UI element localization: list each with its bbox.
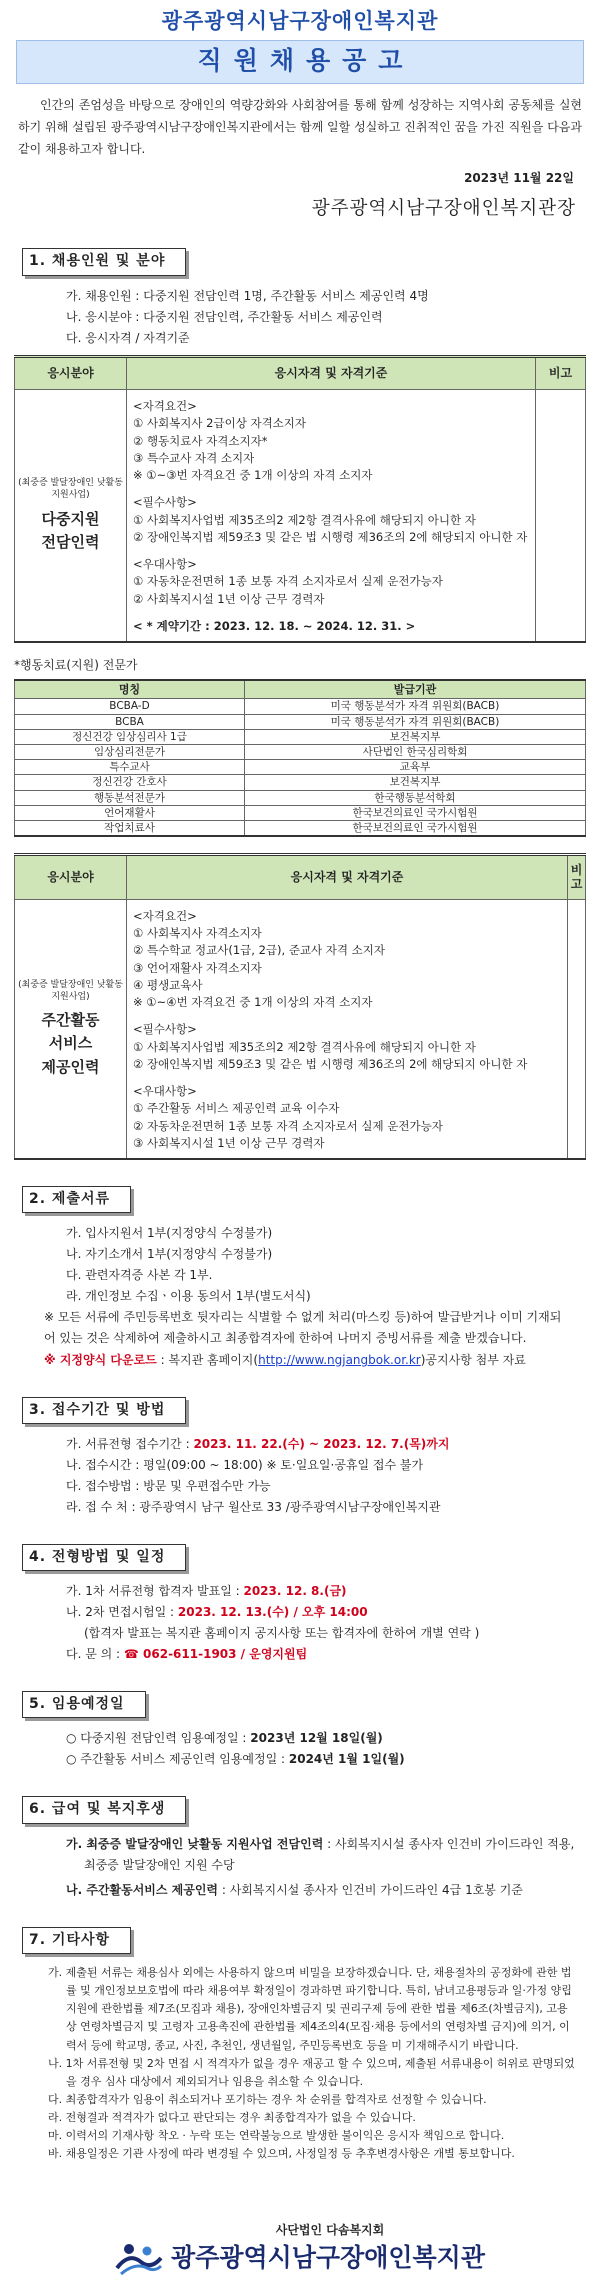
qual-item: ③ 언어재활사 자격소지자	[133, 960, 262, 975]
qual-group-mandatory	[133, 494, 529, 546]
cert-name: 임상심리전문가	[15, 744, 245, 759]
label: 나. 2차 면접시험일 :	[66, 1605, 178, 1620]
label: ○ 다중지원 전담인력 임용예정일 :	[66, 1731, 251, 1746]
s7-list	[14, 1964, 586, 2164]
contact-phone: ☎ 062-611-1903 / 운영지원팀	[123, 1647, 308, 1662]
col-header: 응시자격 및 자격기준	[127, 356, 536, 389]
cert-row	[15, 820, 586, 836]
cert-name: 언어재활사	[15, 805, 245, 820]
qual-item: ① 사회복지사업법 제35조의2 제2항 결격사유에 해당되지 아니한 자	[133, 1039, 476, 1054]
cert-row	[15, 805, 586, 820]
qual-group-heading: <필수사항>	[133, 1022, 197, 1037]
label: 다. 문 의 :	[66, 1647, 124, 1662]
value: : 사회복지시설 종사자 인건비 가이드라인 4급 1호봉 기준	[218, 1882, 523, 1897]
section-3-title: 3. 접수기간 및 방법	[22, 1397, 186, 1424]
cert-issuer: 교육부	[245, 760, 586, 775]
s4-line	[14, 1581, 586, 1602]
section-2-title: 2. 제출서류	[22, 1186, 131, 1213]
section-5	[22, 1691, 586, 1718]
qual-group-heading: <자격요건>	[133, 399, 197, 414]
qual-group-heading: <우대사항>	[133, 1084, 197, 1099]
qualification-table-1	[14, 355, 586, 643]
cert-name: 행동분석전문가	[15, 790, 245, 805]
cert-issuer: 보건복지부	[245, 729, 586, 744]
s5-line	[14, 1749, 586, 1770]
cert-row	[15, 714, 586, 729]
cert-issuer: 보건복지부	[245, 775, 586, 790]
cert-name: BCBA	[15, 714, 245, 729]
qual-item: ③ 사회복지시설 1년 이상 근무 경력자	[133, 1135, 325, 1150]
note-cell	[568, 899, 586, 1159]
footer-row	[0, 2240, 600, 2276]
qual-item: ② 행동치료사 자격소지자*	[133, 433, 268, 448]
s3-line: 나. 접수시간 : 평일(09:00 ~ 18:00) ※ 토·일요일·공휴일 접수 불가	[66, 1457, 424, 1472]
s7-item: 나. 1차 서류전형 및 2차 면접 시 적격자가 없을 경우 재공고 할 수 있으며, 제출된 서류내용이 허위로 판명되었을 경우 심사 대상에서 제외되거나 임용을 취소할 수 있습니다.	[48, 2056, 575, 2088]
field-cell	[15, 390, 127, 643]
section-4-title: 4. 전형방법 및 일정	[22, 1544, 186, 1571]
result-date: 2023. 12. 8.(금)	[243, 1584, 347, 1599]
section-5-title: 5. 임용예정일	[22, 1691, 146, 1718]
cert-row	[15, 699, 586, 714]
qual-cell	[127, 899, 568, 1159]
qual-item: ※ ①~③번 자격요건 중 1개 이상의 자격 소지자	[133, 468, 373, 483]
field-program: (최중증 발달장애인 낮활동 지원사업)	[18, 478, 123, 501]
qual-cell	[127, 390, 536, 643]
qual-item: ④ 평생교육사	[133, 977, 203, 992]
qual-item: ② 장애인복지법 제59조3 및 같은 법 시행령 제36조의 2에 해당되지 아니한 자	[133, 1056, 528, 1071]
cert-col-header: 명칭	[15, 680, 245, 699]
cert-name: BCBA-D	[15, 699, 245, 714]
cert-issuer: 미국 행동분석가 자격 위원회(BACB)	[245, 714, 586, 729]
s2-line: 다. 관련자격증 사본 각 1부.	[66, 1268, 213, 1283]
contract-period: < * 계약기간 : 2023. 12. 18. ~ 2024. 12. 31. >	[133, 618, 416, 633]
footer	[0, 2222, 600, 2276]
qualification-table-2	[14, 853, 586, 1160]
col-header: 비고	[536, 356, 586, 389]
s2-line: 나. 자기소개서 1부(지정양식 수정불가)	[66, 1247, 273, 1262]
s4-line	[14, 1644, 586, 1665]
intro-text: 인간의 존엄성을 바탕으로 장애인의 역량강화와 사회참여를 통해 함께 성장하는 지역사회 공동체를 실현하기 위해 설립된 광주광역시남구장애인복지관에서는 함께 일할 성실하고 진취적인 꿈을 가진 직원을 다음과 같이 채용하고자 합니다.	[18, 97, 582, 157]
s7-item: 라. 전형결과 적격자가 없다고 판단되는 경우 최종합격자가 없을 수 있습니다.	[48, 2111, 416, 2125]
footer-sub: 사단법인 다솜복지회	[275, 2223, 385, 2238]
col-header: 비 고	[568, 855, 586, 900]
footer-org-name: 광주광역시남구장애인복지관	[171, 2242, 485, 2272]
cert-row	[15, 790, 586, 805]
qual-item: ③ 특수교사 자격 소지자	[133, 450, 255, 465]
qual-item: ① 사회복지사업법 제35조의2 제2항 결격사유에 해당되지 아니한 자	[133, 512, 476, 527]
cert-col-header: 발급기관	[245, 680, 586, 699]
cert-issuer: 한국보건의료인 국가시험원	[245, 805, 586, 820]
cert-table	[14, 679, 586, 837]
qual-group-preferred	[133, 556, 529, 608]
qual-item: ① 사회복지사 자격소지자	[133, 926, 262, 941]
col-header: 응시자격 및 자격기준	[127, 855, 568, 900]
qual-item: ① 사회복지사 2급이상 자격소지자	[133, 416, 307, 431]
s4-line: (합격자 발표는 복지관 홈페이지 공지사항 또는 합격자에 한하여 개별 연락 )	[84, 1626, 480, 1641]
start-date: 2024년 1월 1일(월)	[288, 1752, 405, 1767]
section-3	[22, 1397, 586, 1424]
s4-line	[14, 1602, 586, 1623]
s7-item: 마. 이력서의 기재사항 착오 · 누락 또는 연락불능으로 발생한 불이익은 응시자 책임으로 합니다.	[48, 2129, 505, 2143]
cert-row	[15, 760, 586, 775]
s2-line: 가. 입사지원서 1부(지정양식 수정불가)	[66, 1226, 273, 1241]
section-1	[22, 248, 586, 275]
label: ○ 주간활동 서비스 제공인력 임용예정일 :	[66, 1752, 289, 1767]
cert-issuer: 한국행동분석학회	[245, 790, 586, 805]
start-date: 2023년 12월 18일(월)	[250, 1731, 383, 1746]
col-header: 응시분야	[15, 855, 127, 900]
homepage-link[interactable]: http://www.ngjangbok.or.kr	[258, 1353, 421, 1368]
org-logo-icon	[115, 2240, 163, 2276]
cert-name: 정신건강 임상심리사 1급	[15, 729, 245, 744]
s3-line: 다. 접수방법 : 방문 및 우편접수만 가능	[66, 1478, 271, 1493]
interview-date: 2023. 12. 13.(수) / 오후 14:00	[177, 1605, 368, 1620]
s1-line: 나. 응시분야 : 다중지원 전담인력, 주간활동 서비스 제공인력	[66, 309, 383, 324]
label: 나. 주간활동서비스 제공인력	[66, 1882, 219, 1897]
field-name: 다중지원 전담인력	[41, 509, 100, 551]
s7-item: 가. 제출된 서류는 채용심사 외에는 사용하지 않으며 비밀을 보장하겠습니다. 단, 채용절차의 공정화에 관한 법률 및 개인정보보호법에 따라 채용여부 확정일이 경과하면 파기합니다. 특히, 남녀고용평등과 일·가정 양립지원에 관한법률 제7조(모집과 채용), 장애인차별금지 및 권리구제 등에 관한 법률 제6조(차별금지), 고용 상 연령차별금지 및 고령자 고용촉진에 관한법률 제4조의4(모집·채용 등에서의 연령차별 금지)에 의거, 이력서 등에 학교명, 종교, 사진, 추천인, 생년월일, 주민등록번호 등을 미 기재해주시기 바랍니다.	[48, 1966, 572, 2052]
qual-item: ② 자동차운전면허 1종 보통 자격 소지자로서 실제 운전가능자	[133, 1118, 443, 1133]
section-6	[22, 1796, 586, 1823]
cert-row	[15, 729, 586, 744]
s2-line: 라. 개인정보 수집ㆍ이용 동의서 1부(별도서식)	[66, 1289, 311, 1304]
field-program: (최중증 발달장애인 낮활동 지원사업)	[18, 979, 123, 1003]
cert-issuer: 사단법인 한국심리학회	[245, 744, 586, 759]
col-header: 응시분야	[15, 356, 127, 389]
s5-line	[14, 1728, 586, 1749]
cert-issuer: 미국 행동분석가 자격 위원회(BACB)	[245, 699, 586, 714]
cert-name: 정신건강 간호사	[15, 775, 245, 790]
download-tail: )공지사항 첨부 자료	[420, 1353, 526, 1368]
header	[14, 0, 586, 222]
qual-group-heading: <자격요건>	[133, 908, 197, 923]
cert-row	[15, 775, 586, 790]
s7-item: 바. 채용일정은 기관 사정에 따라 변경될 수 있으며, 사정일정 등 추후변경사항은 개별 통보합니다.	[48, 2147, 515, 2161]
s1-line: 가. 채용인원 : 다중지원 전담인력 1명, 주간활동 서비스 제공인력 4명	[66, 288, 429, 303]
notice-title: 직원채용공고	[16, 40, 584, 83]
org-title: 광주광역시남구장애인복지관	[161, 9, 439, 33]
field-name: 주간활동 서비스 제공인력	[41, 1011, 100, 1076]
s3-line: 라. 접 수 처 : 광주광역시 남구 월산로 33 /광주광역시남구장애인복지관	[66, 1499, 441, 1514]
note-cell	[536, 390, 586, 643]
cert-caption: *행동치료(지원) 전문가	[14, 658, 138, 673]
s2-note: ※ 모든 서류에 주민등록번호 뒷자리는 식별할 수 없게 처리(마스킹 등)하여 발급받거나 이미 기재되어 있는 것은 삭제하여 제출하시고 최종합격자에 한하여 나머지 증빙서류를 제출 받겠습니다.	[44, 1310, 562, 1345]
cert-name: 작업치료사	[15, 820, 245, 836]
qual-item: ② 장애인복지법 제59조3 및 같은 법 시행령 제36조의 2에 해당되지 아니한 자	[133, 529, 528, 544]
qual-group-mandatory	[133, 1021, 561, 1073]
qual-group-heading: <우대사항>	[133, 557, 197, 572]
label: 가. 1차 서류전형 합격자 발표일 :	[66, 1584, 244, 1599]
cert-name: 특수교사	[15, 760, 245, 775]
section-1-title: 1. 채용인원 및 분야	[22, 248, 186, 275]
field-cell	[15, 899, 127, 1159]
qual-item: ② 특수학교 정교사(1급, 2급), 준교사 자격 소지자	[133, 943, 386, 958]
label: 가. 최중증 발달장애인 낮활동 지원사업 전담인력	[66, 1836, 324, 1851]
qual-item: ① 자동차운전면허 1종 보통 자격 소지자로서 실제 운전가능자	[133, 574, 443, 589]
s6-line	[14, 1880, 586, 1901]
qual-item: ② 사회복지시설 1년 이상 근무 경력자	[133, 591, 325, 606]
cert-issuer: 한국보건의료인 국가시험원	[245, 820, 586, 836]
label: 가. 서류전형 접수기간 :	[66, 1436, 194, 1451]
qual-item: ① 주간활동 서비스 제공인력 교육 이수자	[133, 1101, 340, 1116]
notice-date: 2023년 11월 22일	[464, 171, 574, 186]
s6-line	[14, 1834, 586, 1876]
value: : 사회복지시설 종사자 인건비 가이드라인 적용, 최중증 발달장애인 지원 수당	[84, 1836, 575, 1872]
cert-row	[15, 744, 586, 759]
section-6-title: 6. 급여 및 복지후생	[22, 1796, 186, 1823]
qual-group-preferred	[133, 1083, 561, 1152]
s1-line: 다. 응시자격 / 자격기준	[66, 330, 190, 345]
download-label: ※ 지정양식 다운로드	[44, 1353, 157, 1368]
section-4	[22, 1544, 586, 1571]
qual-group-heading: <필수사항>	[133, 495, 197, 510]
s7-item: 다. 최종합격자가 임용이 취소되거나 포기하는 경우 차 순위를 합격자로 선정할 수 있습니다.	[48, 2092, 487, 2106]
qual-item: ※ ①~④번 자격요건 중 1개 이상의 자격 소지자	[133, 995, 373, 1010]
qual-group-requirements	[133, 398, 529, 484]
s3-line	[14, 1434, 586, 1455]
section-7	[22, 1927, 586, 1954]
download-text: : 복지관 홈페이지(	[156, 1353, 259, 1368]
signer: 광주광역시남구장애인복지관장	[311, 197, 576, 219]
qual-group-requirements	[133, 908, 561, 1012]
section-2	[22, 1186, 586, 1213]
download-line	[14, 1350, 586, 1370]
application-period: 2023. 11. 22.(수) ~ 2023. 12. 7.(목)까지	[193, 1436, 450, 1451]
section-7-title: 7. 기타사항	[22, 1927, 131, 1954]
